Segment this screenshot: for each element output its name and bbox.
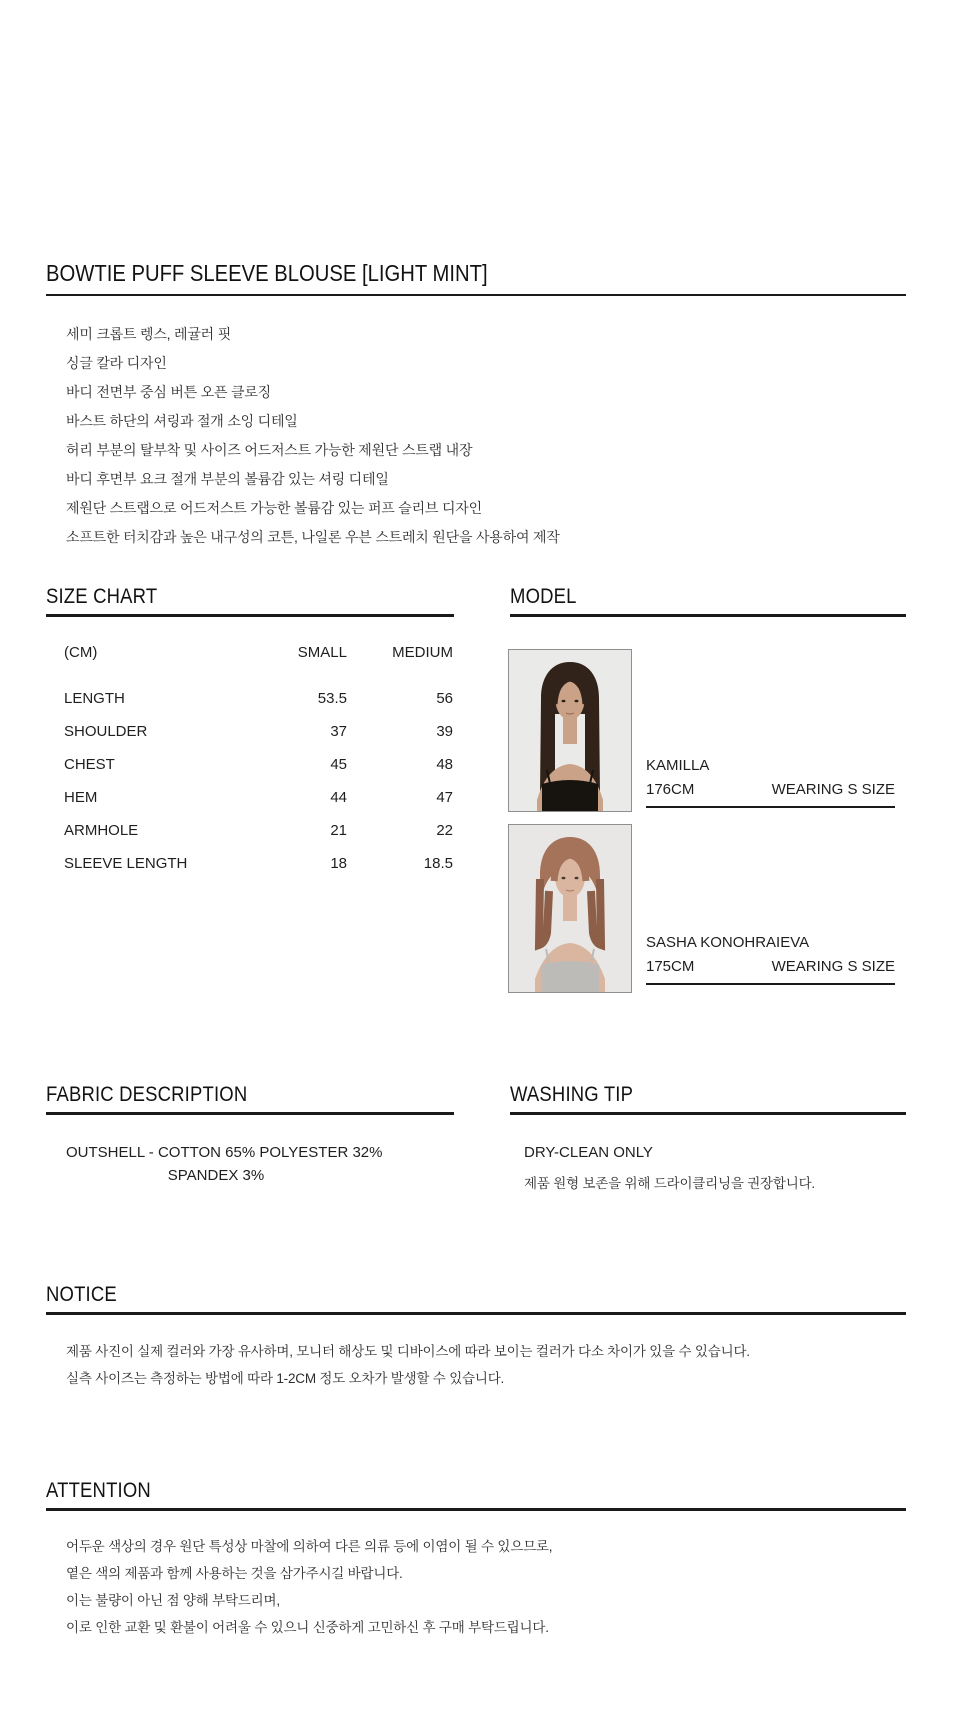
attention-line: 옅은 색의 제품과 함께 사용하는 것을 삼가주시길 바랍니다.: [66, 1566, 403, 1581]
fabric-heading: FABRIC DESCRIPTION: [46, 1083, 248, 1106]
model-portrait-illustration: [509, 650, 631, 811]
model-photo-kamilla: [508, 649, 632, 812]
washing-divider: [510, 1112, 906, 1115]
model-height: 175CM: [646, 958, 695, 975]
size-chart-heading: SIZE CHART: [46, 585, 158, 608]
unit-label: (CM): [64, 644, 98, 661]
column-header-small: SMALL: [297, 644, 347, 661]
attention-divider: [46, 1508, 906, 1511]
measure-value-small: 45: [330, 756, 347, 773]
fabric-composition-line2: SPANDEX 3%: [167, 1167, 265, 1184]
left-eye: [562, 877, 566, 880]
measure-value-medium: 18.5: [423, 855, 453, 872]
table-row: [64, 748, 453, 781]
feature-item: 바스트 하단의 셔링과 절개 소잉 디테일: [66, 413, 298, 429]
feature-list: [66, 320, 560, 552]
attention-heading: ATTENTION: [46, 1479, 151, 1502]
fabric-divider: [46, 1112, 454, 1115]
model-divider: [510, 614, 906, 617]
measure-value-small: 37: [330, 723, 347, 740]
table-row: [64, 781, 453, 814]
feature-item: 소프트한 터치감과 높은 내구성의 코튼, 나일론 우븐 스트레치 원단을 사용하여 제작: [66, 529, 560, 545]
feature-item: 제원단 스트랩으로 어드저스트 가능한 볼륨감 있는 퍼프 슬리브 디자인: [66, 500, 482, 516]
feature-item: 바디 후면부 요크 절개 부분의 볼륨감 있는 셔링 디테일: [66, 471, 389, 487]
model-photo-sasha: [508, 824, 632, 993]
notice-divider: [46, 1312, 906, 1315]
right-eye: [575, 700, 579, 703]
measure-label: LENGTH: [64, 690, 125, 707]
feature-item: 세미 크롭트 렝스, 레귤러 핏: [66, 326, 232, 342]
model-name: SASHA KONOHRAIEVA: [646, 934, 810, 951]
measure-value-medium: 48: [436, 756, 453, 773]
size-chart-table: [64, 636, 453, 880]
feature-item: 바디 전면부 중심 버튼 오픈 클로징: [66, 384, 271, 400]
measure-value-medium: 47: [436, 789, 453, 806]
feature-item: 허리 부분의 탈부착 및 사이즈 어드저스트 가능한 제원단 스트랩 내장: [66, 442, 473, 458]
notice-text: [66, 1338, 750, 1392]
size-table-header-row: [64, 636, 453, 669]
table-row: [64, 814, 453, 847]
title-divider: [46, 294, 906, 296]
model-caption-divider: [646, 806, 895, 808]
measure-value-small: 44: [330, 789, 347, 806]
washing-heading: WASHING TIP: [510, 1083, 634, 1106]
model-portrait-illustration: [509, 825, 631, 992]
attention-line: 어두운 색상의 경우 원단 특성상 마찰에 의하여 다른 의류 등에 이염이 될 수 있으므로,: [66, 1539, 553, 1554]
measure-value-small: 18: [330, 855, 347, 872]
feature-item: 싱글 칼라 디자인: [66, 355, 167, 371]
measure-label: CHEST: [64, 756, 115, 773]
measure-value-small: 21: [330, 822, 347, 839]
model-heading: MODEL: [510, 585, 577, 608]
model-name: KAMILLA: [646, 757, 710, 774]
measure-value-medium: 22: [436, 822, 453, 839]
washing-instruction: DRY-CLEAN ONLY: [524, 1144, 653, 1161]
table-row: [64, 682, 453, 715]
washing-note: 제품 원형 보존을 위해 드라이클리닝을 권장합니다.: [524, 1176, 815, 1191]
model-info-row: [646, 958, 895, 975]
measure-value-medium: 56: [436, 690, 453, 707]
measure-label: HEM: [64, 789, 98, 806]
attention-line: 이는 불량이 아닌 점 양해 부탁드리며,: [66, 1593, 280, 1608]
fabric-composition-line1: OUTSHELL - COTTON 65% POLYESTER 32%: [66, 1144, 383, 1161]
attention-line: 이로 인한 교환 및 환불이 어려울 수 있으니 신중하게 고민하신 후 구매 부탁드립니다.: [66, 1620, 549, 1635]
size-chart-divider: [46, 614, 454, 617]
attention-text: [66, 1533, 552, 1641]
left-eye: [562, 700, 566, 703]
notice-line: 제품 사진이 실제 컬러와 가장 유사하며, 모니터 해상도 및 디바이스에 따라 보이는 컬러가 다소 차이가 있을 수 있습니다.: [66, 1344, 750, 1359]
measure-value-medium: 39: [436, 723, 453, 740]
measure-label: SHOULDER: [64, 723, 148, 740]
column-header-medium: MEDIUM: [392, 644, 453, 661]
model-height: 176CM: [646, 781, 695, 798]
notice-line: 실측 사이즈는 측정하는 방법에 따라 1-2CM 정도 오차가 발생할 수 있습니다.: [66, 1371, 505, 1386]
right-eye: [575, 877, 579, 880]
model-caption-divider: [646, 983, 895, 985]
measure-label: ARMHOLE: [64, 822, 139, 839]
notice-heading: NOTICE: [46, 1283, 117, 1306]
model-wearing: WEARING S SIZE: [771, 958, 895, 975]
model-wearing: WEARING S SIZE: [771, 781, 895, 798]
neck-shape: [563, 716, 577, 744]
measure-label: SLEEVE LENGTH: [64, 855, 188, 872]
table-row: [64, 847, 453, 880]
measure-value-small: 53.5: [317, 690, 347, 707]
model-info-row: [646, 781, 895, 798]
table-row: [64, 715, 453, 748]
page-title: BOWTIE PUFF SLEEVE BLOUSE [LIGHT MINT]: [46, 260, 488, 286]
